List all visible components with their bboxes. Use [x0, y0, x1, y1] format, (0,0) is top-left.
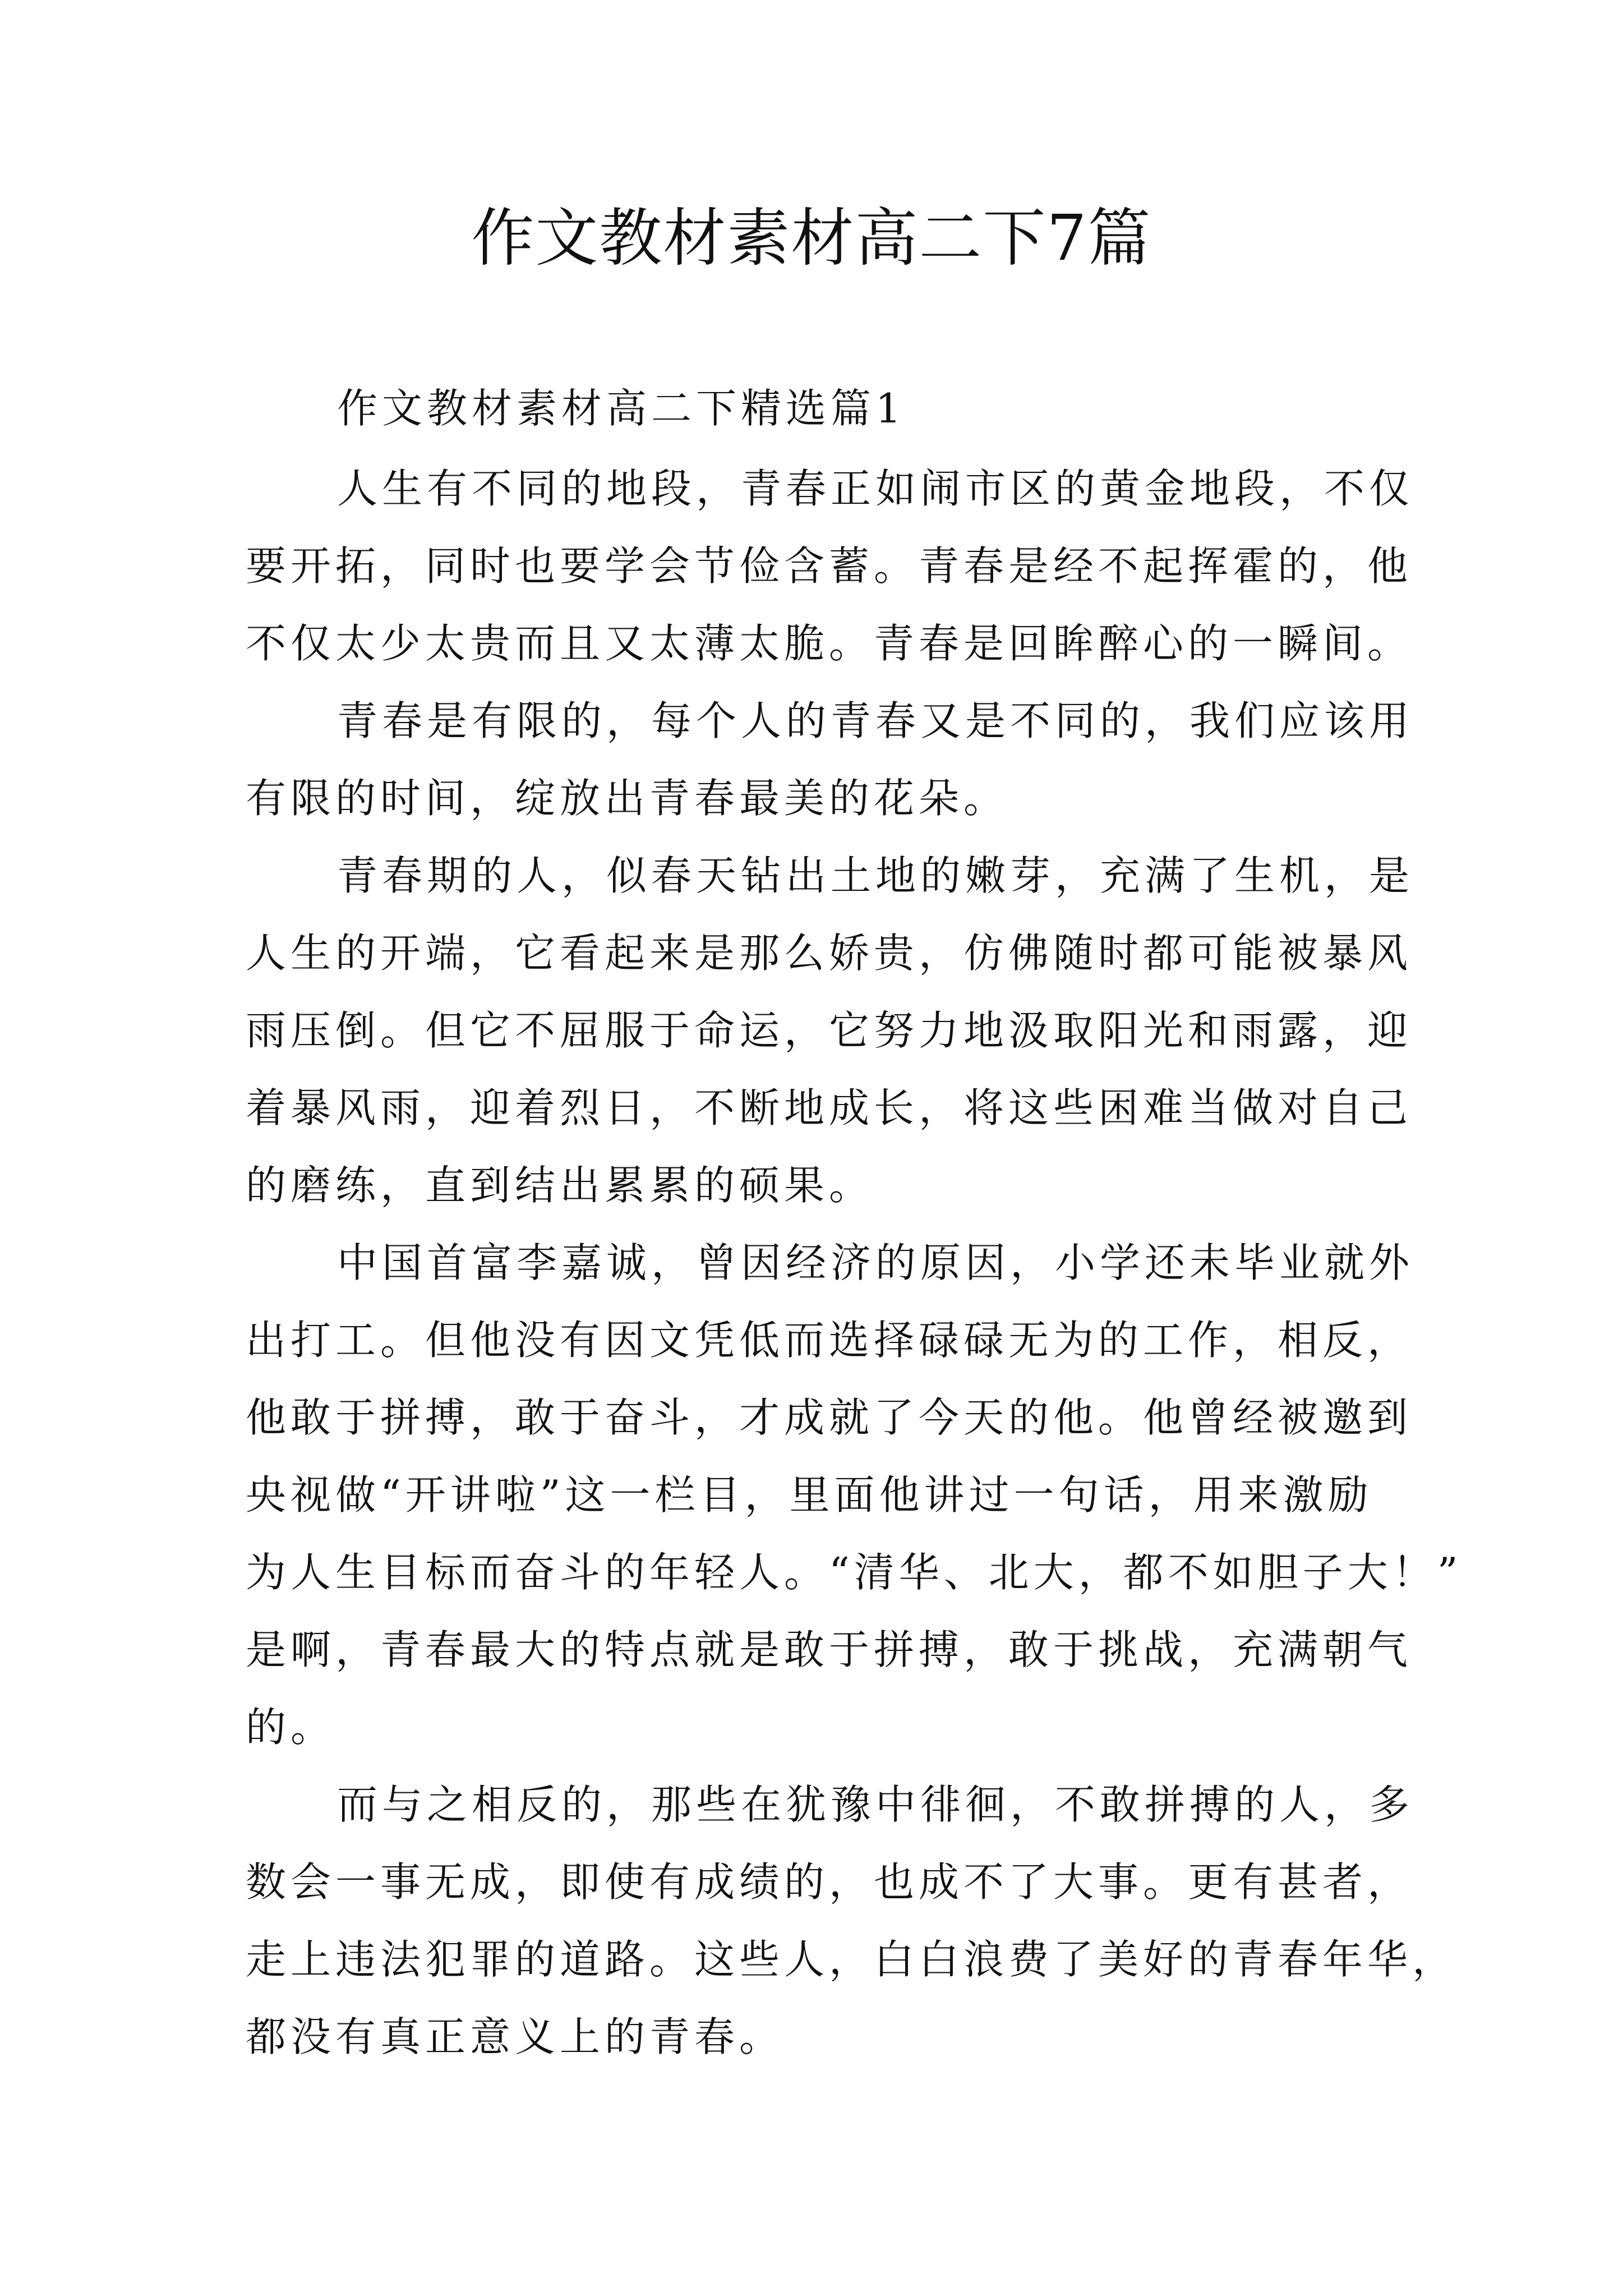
paragraph-line: 而与之相反的，那些在犹豫中徘徊，不敢拼搏的人，多: [337, 1781, 1414, 1828]
paragraph-line: 的磨练，直到结出累累的硕果。: [246, 1162, 874, 1209]
paragraph-line: 数会一事无成，即使有成绩的，也成不了大事。更有甚者，: [246, 1858, 1413, 1906]
paragraph-line: 人生有不同的地段，青春正如闹市区的黄金地段，不仅: [337, 465, 1414, 512]
paragraph-line: 都没有真正意义上的青春。: [246, 2013, 785, 2060]
section-heading: 作文教材素材高二下精选篇1: [337, 385, 906, 432]
paragraph-line: 是啊，青春最大的特点就是敢于拼搏，敢于挑战，充满朝气: [246, 1626, 1413, 1673]
paragraph-line: 为人生目标而奋斗的年轻人。“清华、北大，都不如胆子大！”: [246, 1549, 1463, 1596]
paragraph-line: 青春是有限的，每个人的青春又是不同的，我们应该用: [337, 697, 1414, 744]
paragraph-line: 雨压倒。但它不屈服于命运，它努力地汲取阳光和雨露，迎: [246, 1007, 1413, 1054]
paragraph-line: 的。: [246, 1704, 336, 1751]
paragraph-line: 着暴风雨，迎着烈日，不断地成长，将这些困难当做对自己: [246, 1084, 1413, 1131]
document-title: 作文教材素材高二下7篇: [471, 202, 1152, 275]
paragraph-line: 中国首富李嘉诚，曾因经济的原因，小学还未毕业就外: [337, 1239, 1414, 1286]
paragraph-line: 出打工。但他没有因文凭低而选择碌碌无为的工作，相反，: [246, 1317, 1413, 1364]
paragraph-line: 走上违法犯罪的道路。这些人，白白浪费了美好的青春年华，: [246, 1936, 1458, 1983]
paragraph-line: 有限的时间，绽放出青春最美的花朵。: [246, 775, 1009, 822]
paragraph-line: 央视做“开讲啦”这一栏目，里面他讲过一句话，用来激励: [246, 1471, 1373, 1519]
paragraph-line: 要开拓，同时也要学会节俭含蓄。青春是经不起挥霍的，他: [246, 542, 1413, 590]
paragraph-line: 他敢于拼搏，敢于奋斗，才成就了今天的他。他曾经被邀到: [246, 1394, 1413, 1441]
paragraph-line: 青春期的人，似春天钻出土地的嫩芽，充满了生机，是: [337, 852, 1414, 899]
paragraph-line: 不仅太少太贵而且又太薄太脆。青春是回眸醉心的一瞬间。: [246, 620, 1413, 667]
paragraph-line: 人生的开端，它看起来是那么娇贵，仿佛随时都可能被暴风: [246, 930, 1413, 977]
